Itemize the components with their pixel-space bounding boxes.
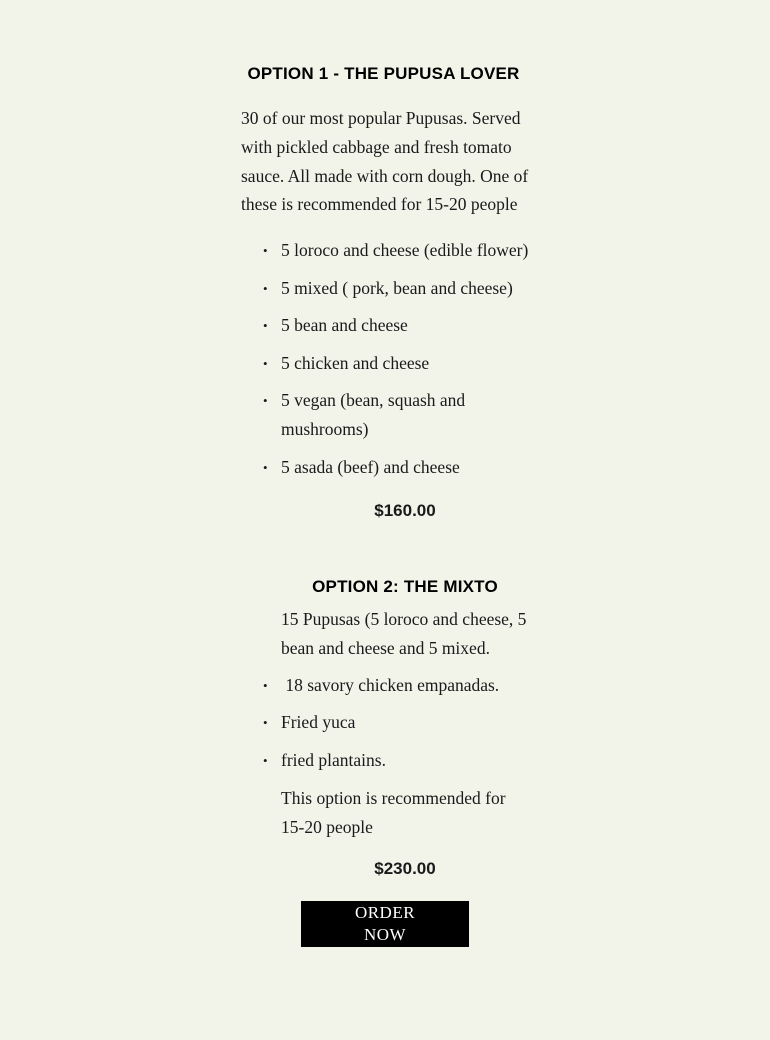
bullet-icon: • [263,677,268,693]
option-1-price: $160.00 [374,500,436,520]
list-item-text: 5 bean and cheese [281,315,408,336]
option-1-section [241,58,541,522]
option-2-note: This option is recommended for 15-20 people [281,787,506,837]
option-2-item-list [241,671,541,775]
list-item [241,311,541,340]
order-now-label: ORDER NOW [354,903,416,944]
list-item-text: 5 asada (beef) and cheese [281,456,460,477]
list-item-text: Fried yuca [281,712,356,733]
list-item [241,386,541,444]
list-item [241,274,541,303]
option-1-description: 30 of our most popular Pupusas. Served with pickled cabbage and fresh tomato sauce. All made with corn dough. One of these is recommended for 15-20 people [241,108,529,215]
bullet-icon: • [263,280,268,296]
list-item-text: 5 vegan (bean, squash and mushrooms) [281,390,466,440]
bullet-icon: • [263,355,268,371]
list-item-text: 18 savory chicken empanadas. [281,674,500,695]
list-item [241,746,541,775]
list-item-text: 5 mixed ( pork, bean and cheese) [281,277,513,298]
list-item [241,349,541,378]
option-2-price: $230.00 [374,858,436,878]
bullet-icon: • [263,243,268,259]
bullet-icon: • [263,715,268,731]
list-item-text: 5 chicken and cheese [281,352,430,373]
option-2-section [241,571,541,880]
bullet-icon: • [263,752,268,768]
option-2-title: OPTION 2: THE MIXTO [312,576,498,596]
list-item [241,708,541,737]
list-item-text: 5 loroco and cheese (edible flower) [281,240,529,261]
option-1-item-list [241,236,541,482]
bullet-icon: • [263,318,268,334]
list-item [241,671,541,700]
bullet-icon: • [263,393,268,409]
list-item-text: fried plantains. [281,749,386,770]
order-now-button[interactable] [301,901,469,947]
catering-options [241,58,541,880]
bullet-icon: • [263,459,268,475]
option-1-title: OPTION 1 - THE PUPUSA LOVER [247,64,520,83]
list-item [241,236,541,265]
option-2-intro: 15 Pupusas (5 loroco and cheese, 5 bean and cheese and 5 mixed. [281,608,527,658]
list-item [241,453,541,482]
